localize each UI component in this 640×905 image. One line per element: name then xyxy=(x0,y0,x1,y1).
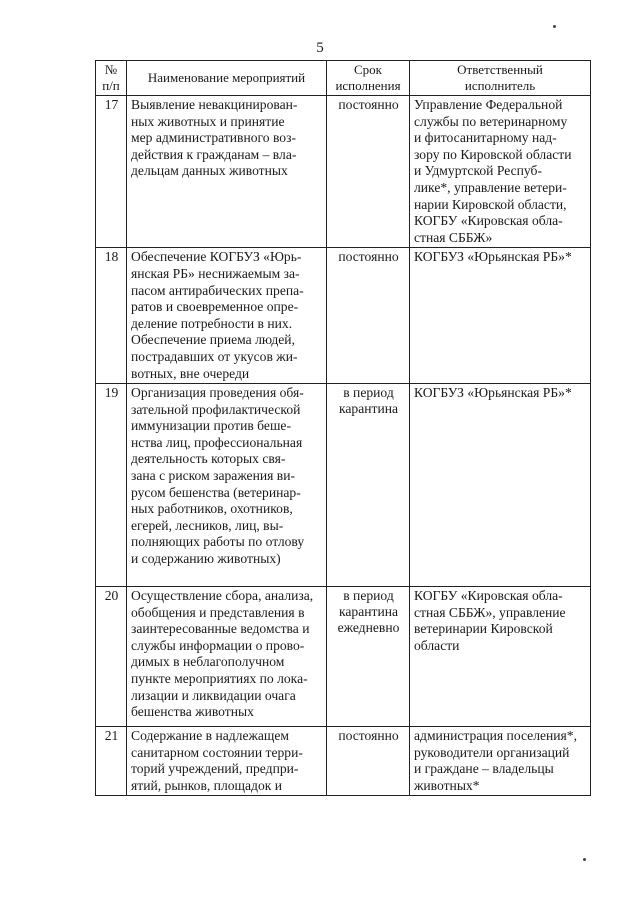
measure-name: Содержание в надлежащем санитарном состоянии терри- торий учреждений, предпри- ятий, рынков, площадок и xyxy=(127,727,327,796)
measure-responsible: администрация поселения*, руководители организаций и граждане – владельцы животных* xyxy=(410,727,591,796)
measure-responsible: КОГБУЗ «Юрьянская РБ»* xyxy=(410,248,591,384)
measure-responsible: Управление Федеральной службы по ветеринарному и фитосанитарному над- зору по Кировской области и Удмуртской Респуб- лике*, управление ветери- нарии Кировской области, КОГБУ «Кировская обла- стная СББЖ» xyxy=(410,96,591,248)
measure-term: в период карантина ежедневно xyxy=(327,587,410,727)
page-number: 5 xyxy=(316,40,324,56)
table-row xyxy=(96,727,591,796)
table-header-row xyxy=(96,61,591,96)
measures-table xyxy=(95,60,591,796)
measure-term: постоянно xyxy=(327,96,410,248)
row-number: 17 xyxy=(96,96,127,248)
header-term: Срок исполнения xyxy=(327,61,410,96)
row-number: 18 xyxy=(96,248,127,384)
measure-name: Организация проведения обя- зательной профилактической иммунизации против беше- нства лиц, профессиональная деятельность которых свя- зана с риском заражения ви- русом бешенства (ветеринар- ных работников, охотников, егерей, лесников, лиц, вы- полняющих работы по отлову и содержанию животных) xyxy=(127,384,327,587)
header-num: № п/п xyxy=(96,61,127,96)
header-name: Наименование мероприятий xyxy=(127,61,327,96)
measure-name: Выявление невакцинирован- ных животных и принятие мер административного воз- действия к гражданам – вла- дельцам данных животных xyxy=(127,96,327,248)
measure-responsible: КОГБУЗ «Юрьянская РБ»* xyxy=(410,384,591,587)
row-number: 21 xyxy=(96,727,127,796)
table-row xyxy=(96,384,591,587)
scan-speck xyxy=(553,25,556,28)
measure-name: Обеспечение КОГБУЗ «Юрь- янская РБ» неснижаемым за- пасом антирабических препа- ратов и своевременное опре- деление потребности в них. Обеспечение приема людей, пострадавших от укусов жи- вотных, вне очереди xyxy=(127,248,327,384)
measure-responsible: КОГБУ «Кировская обла- стная СББЖ», управление ветеринарии Кировской области xyxy=(410,587,591,727)
measure-term: постоянно xyxy=(327,727,410,796)
header-responsible: Ответственный исполнитель xyxy=(410,61,591,96)
scan-speck xyxy=(583,858,586,861)
row-number: 20 xyxy=(96,587,127,727)
table-row xyxy=(96,587,591,727)
table-row xyxy=(96,96,591,248)
row-number: 19 xyxy=(96,384,127,587)
measure-name: Осуществление сбора, анализа, обобщения и представления в заинтересованные ведомства и службы информации о прово- димых в неблагополучном пункте мероприятиях по лока- лизации и ликвидации очага бешенства животных xyxy=(127,587,327,727)
measure-term: постоянно xyxy=(327,248,410,384)
measure-term: в период карантина xyxy=(327,384,410,587)
table-row xyxy=(96,248,591,384)
